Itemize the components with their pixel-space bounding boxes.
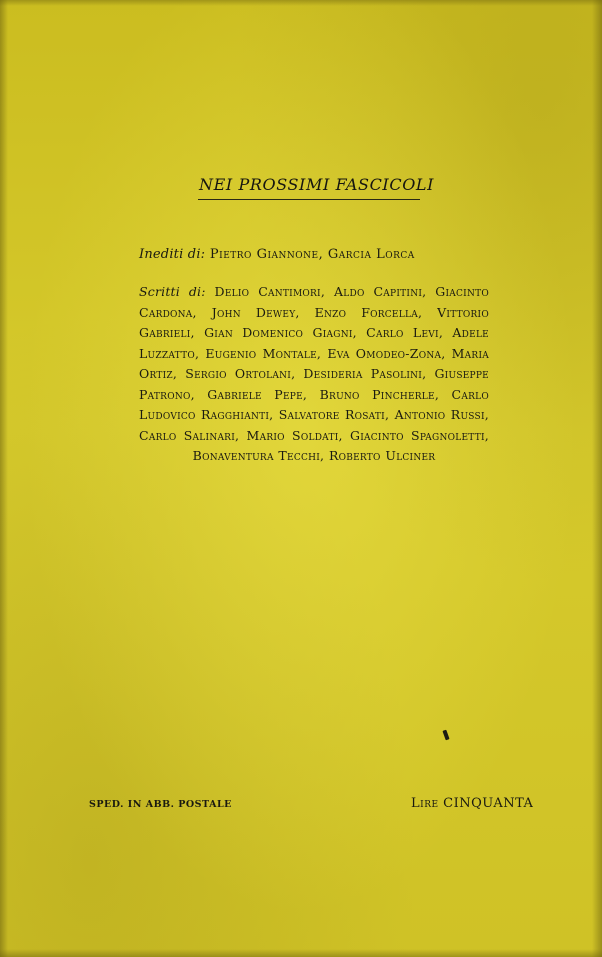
price-label: Lire CINQUANTA (411, 796, 534, 811)
section-heading: NEI PROSSIMI FASCICOLI (199, 175, 435, 194)
paper-edge-left (0, 0, 8, 957)
inediti-names: Pietro Giannone, Garcia Lorca (209, 247, 415, 262)
heading-underline (198, 199, 420, 200)
scritti-paragraph (139, 282, 489, 467)
scritti-names: Delio Cantimori, Aldo Capitini, Giacinto Cardona, John Dewey, Enzo Forcella, Vittorio Gabrieli, Gian Domenico Giagni, Carlo Levi, Adele Luzzatto, Eugenio Montale, Eva Omodeo-Zona, Maria Ortiz, Sergio Ortolani, Desideria Pasolini, Giuseppe Patrono, Gabriele Pepe, Bruno Pincherle, Carlo Ludovico Ragghianti, Salvatore Rosati, Antonio Russi, Carlo Salinari, Mario Soldati, Giacinto Spagnoletti, Bonaventura Tecchi, Roberto Ulciner (139, 284, 489, 463)
ink-mark (442, 730, 449, 741)
inediti-lead: Inediti di: (139, 247, 206, 262)
paper-edge-top (0, 0, 602, 6)
paper-edge-right (592, 0, 602, 957)
inediti-line (139, 247, 415, 262)
postal-notice: SPED. IN ABB. POSTALE (89, 799, 232, 810)
scritti-lead: Scritti di: (139, 284, 206, 299)
paper-edge-bottom (0, 949, 602, 957)
